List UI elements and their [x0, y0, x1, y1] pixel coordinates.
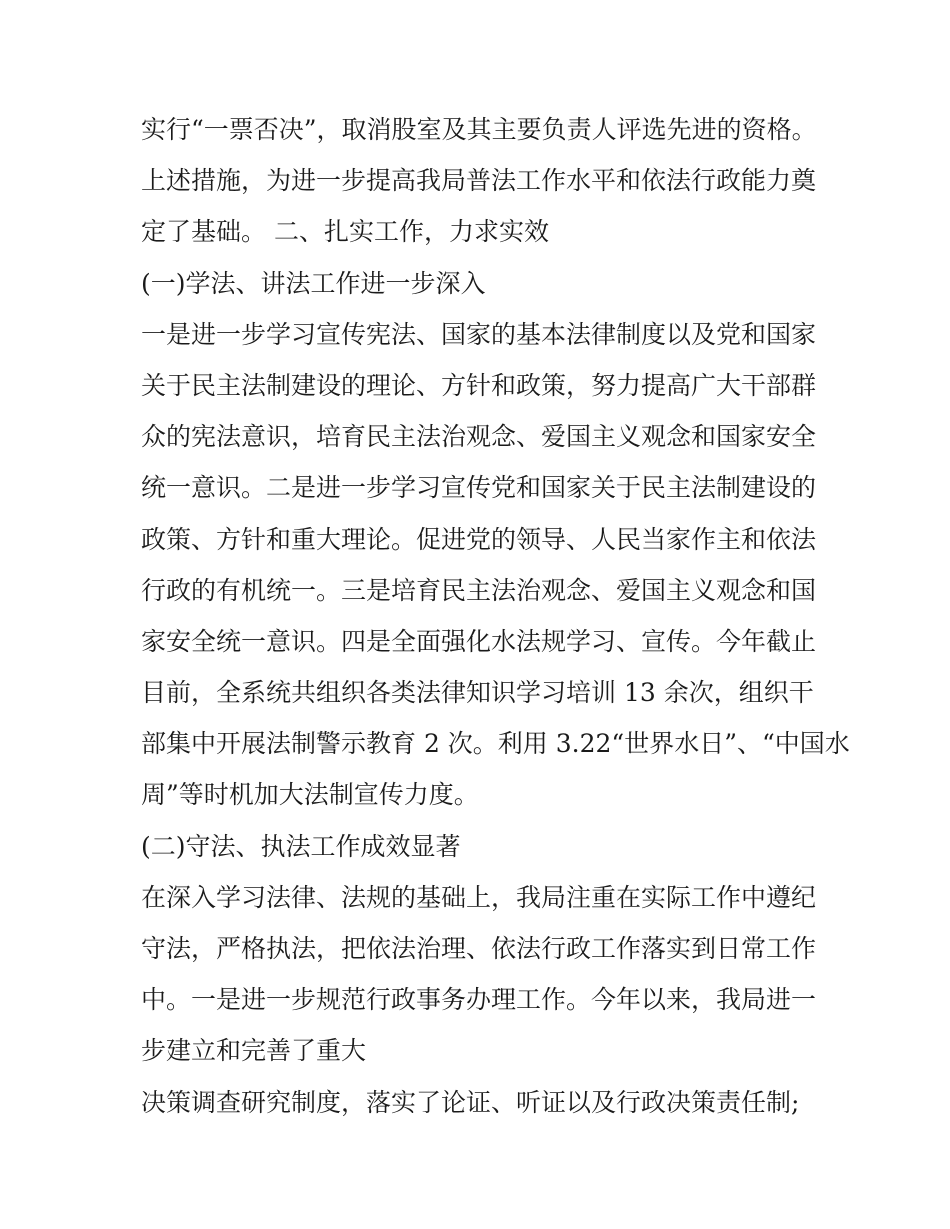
text-line: 众的宪法意识，培育民主法治观念、爱国主义观念和国家安全 — [141, 422, 817, 452]
text-line: 家安全统一意识。四是全面强化水法规学习、宣传。今年截止 — [141, 626, 817, 656]
text-line: 周”等时机加大法制宣传力度。 — [141, 780, 479, 810]
section-heading: (二)守法、执法工作成效显著 — [141, 831, 461, 861]
text-line: 关于民主法制建设的理论、方针和政策，努力提高广大干部群 — [141, 370, 817, 400]
text-line: 定了基础。 二、扎实工作，力求实效 — [141, 217, 549, 247]
text-line: 实行“一票否决”，取消股室及其主要负责人评选先进的资格。 — [141, 115, 817, 144]
text-line: 在深入学习法律、法规的基础上，我局注重在实际工作中遵纪 — [141, 882, 817, 912]
text-line: 目前，全系统共组织各类法律知识学习培训 13 余次，组织干 — [141, 678, 814, 708]
text-line: 步建立和完善了重大 — [141, 1036, 367, 1066]
text-line: 部集中开展法制警示教育 2 次。利用 3.22“世界水日”、“中国水 — [141, 729, 850, 759]
text-line: 决策调查研究制度，落实了论证、听证以及行政决策责任制; — [141, 1087, 800, 1117]
text-line: 政策、方针和重大理论。促进党的领导、人民当家作主和依法 — [141, 524, 817, 554]
document-body — [141, 104, 850, 1128]
text-line: 上述措施，为进一步提高我局普法工作水平和依法行政能力奠 — [141, 166, 817, 196]
text-line: 行政的有机统一。三是培育民主法治观念、爱国主义观念和国 — [141, 575, 817, 605]
text-line: 一是进一步学习宣传宪法、国家的基本法律制度以及党和国家 — [141, 319, 817, 349]
section-heading: (一)学法、讲法工作进一步深入 — [141, 268, 486, 298]
text-line: 守法，严格执法，把依法治理、依法行政工作落实到日常工作 — [141, 934, 817, 963]
text-line: 中。一是进一步规范行政事务办理工作。今年以来，我局进一 — [141, 985, 817, 1015]
text-line: 统一意识。二是进一步学习宣传党和国家关于民主法制建设的 — [141, 473, 817, 503]
